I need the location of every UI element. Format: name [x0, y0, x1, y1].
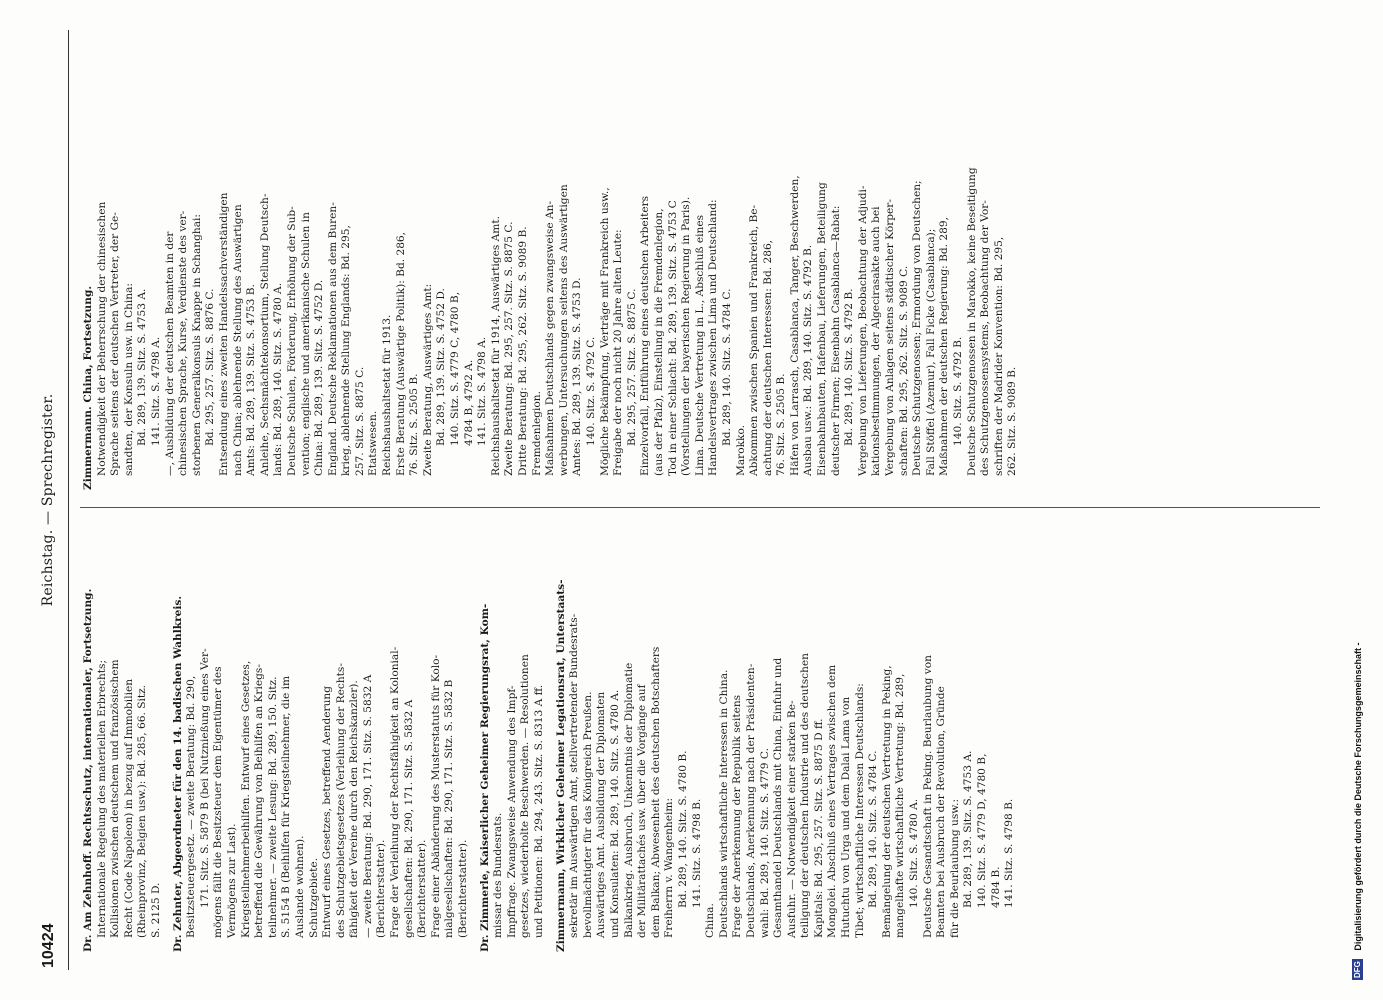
text-line: 140. Sitz. S. 4780 A. [908, 798, 921, 908]
text-line: (Berichterstatter). [416, 839, 429, 938]
text-line: Einzelvorfall, Entführung eines deutschen Arbeiters [639, 195, 652, 476]
text-line: Kapitals: Bd. 295, 257. Sitz. S. 8875 D ff. [812, 718, 825, 938]
text-line: fähigkeit der Vereine durch den Reichskanzler). [348, 680, 361, 938]
text-line: China. [704, 903, 717, 938]
text-line: 141. Sitz. S. 4798 B. [1003, 798, 1016, 908]
text-line: Bd. 289, 140. Sitz. S. 4784 C. [720, 288, 733, 446]
text-line: Auswärtiges Amt. Ausbildung der Diplomaten [595, 691, 608, 938]
page-title: Reichstag. — Sprechregister. [40, 393, 56, 607]
text-line: (Berichterstatter). [375, 839, 388, 938]
text-line: Handelsvertrages zwischen Lima und Deutschland: [707, 199, 720, 476]
text-line: 4784 B. [989, 866, 1002, 908]
text-line [547, 512, 555, 952]
text-line: Impffrage. Zwangsweise Anwendung des Impf- [505, 685, 518, 938]
text-line: Dritte Beratung: Bd. 295, 262. Sitz. S. 9089 B. [517, 226, 529, 476]
text-line: werbungen, Untersuchungen seitens des Auswärtigen [557, 184, 570, 476]
text-line: Erste Beratung (Auswärtige Politik): Bd. 286, [394, 231, 407, 476]
text-line: Fremdenlegion. [530, 391, 543, 476]
text-line: (Vorstellungen der bayerischen Regierung in Paris). [680, 196, 693, 476]
text-line: Bd. 289, 139. Sitz. S. 4753 A. [136, 288, 149, 446]
text-line: Bd. 289, 139. Sitz. S. 4753 A. [962, 750, 975, 908]
text-line: bevollmächtigter für das Königreich Preußen. [581, 691, 594, 938]
text-line: 140. Sitz. S. 4792 C. [584, 336, 597, 446]
text-line: sekretär im Auswärtigen Amt, stellvertretender Bundesrats- [568, 613, 581, 938]
text-line: Frage einer Abänderung des Musterstatuts für Kolo- [429, 654, 442, 938]
text-line: Entwurf eines Gesetzes, betreffend Aenderung [321, 685, 334, 938]
text-line: 141. Sitz. S. 4798 B. [690, 798, 703, 908]
text-line: für die Beurlaubung usw.: [948, 798, 961, 938]
text-line: lands: Bd. 289, 140. Sitz. S. 4780 A. [272, 282, 285, 476]
text-line: Zimmermann, Wirklicher Geheimer Legationsrat, Unterstaats- [554, 579, 567, 952]
text-line: 262. Sitz. S. 9089 B. [1006, 366, 1019, 476]
text-line: Mongolei. Abschluß eines Vertrages zwischen dem [826, 664, 839, 938]
text-line: Bd. 289, 140. Sitz. S. 4784 C. [867, 750, 880, 908]
text-line: — zweite Beratung: Bd. 290, 171. Sitz. S. 5832 A [361, 674, 374, 938]
text-line: chinesischen Sprache, Kurse, Verdienste des ver- [177, 210, 190, 476]
text-line: Zimmermann. China, Fortsetzung. [82, 285, 94, 490]
text-line: Etatswesen. [367, 410, 380, 476]
right-column [82, 50, 1020, 490]
text-line: China: Bd. 289, 139. Sitz. S. 4752 D. [313, 279, 326, 476]
text-line: Frage der Anerkennung der Republik seitens [731, 694, 744, 938]
text-line: England. Deutsche Reklamationen aus dem Buren- [326, 202, 339, 476]
text-line: Maßnahmen Deutschlands gegen zwangsweise An- [544, 200, 557, 476]
text-line: betreffend die Gewährung von Beihilfen an Kriegs- [253, 664, 266, 938]
text-line: 140. Sitz. S. 4792 B. [952, 336, 964, 446]
text-line: Bd. 289, 140. Sitz. S. 4792 B. [843, 288, 856, 446]
text-line: 257. Sitz. S. 8875 C. [353, 366, 366, 476]
text-line: Reichshaushaltsetat für 1913. [381, 314, 394, 476]
text-line: 141. Sitz. S. 4798 A. [476, 336, 489, 446]
text-line: Gesamthandel Deutschlands mit China, Einfuhr und [772, 657, 785, 938]
text-line: Ausfuhr. — Notwendigkeit einer starken Be- [785, 700, 798, 938]
text-line: (aus der Pfalz), Einstellung in die Fremdenlegion, [652, 208, 665, 476]
text-line: des Schutzgebietsgesetzes (Verleihung der Rechts- [334, 663, 347, 938]
text-line: Mögliche Bekämpfung, Verträge mit Frankreich usw., [598, 187, 611, 476]
text-line: gesetzes, wiederholte Beschwerden. — Resolutionen [519, 654, 532, 938]
text-line: (Berichterstatter). [457, 839, 470, 938]
text-line: Lima. Deutsche Vertretung in L., Abschluß eines [693, 214, 706, 476]
text-line: 140. Sitz. S. 4779 D, 4780 B, [976, 753, 988, 908]
text-line: des Schutzgenossensystems, Beobachtung der Vor- [979, 200, 992, 476]
text-line: Deutsche Gesandtschaft in Peking. Beurlaubung von [921, 655, 934, 938]
text-line: Abkommen zwischen Spanien und Frankreich, Be- [748, 204, 761, 476]
text-line: Tibet; wirtschaftliche Interessen Deutschlands: [853, 683, 866, 938]
page-number: 10424 [40, 923, 57, 968]
text-line: 171. Sitz. S. 5879 B (bei Nutznießung eines Ver- [198, 648, 211, 908]
text-line: mangelhafte wirtschaftliche Vertretung: Bd. 289, [894, 673, 907, 938]
text-line: schriften der Madrider Konvention: Bd. 295, [992, 236, 1005, 476]
text-line: Bd. 295, 257. Sitz. S. 8875 C. [625, 288, 638, 446]
text-line: Deutsche Schulen, Förderung, Erhöhung der Sub- [285, 206, 298, 476]
text-line: nialgesellschaften: Bd. 290, 171. Sitz. S. 5832 B [443, 679, 456, 938]
text-line: missar des Bundesrats. [492, 812, 505, 938]
text-line: Balkankrieg. Ausbruch, Unkenntnis der Diplomatie [622, 662, 635, 938]
footer-credit [1352, 10, 1368, 980]
text-line: Deutsche Schutzgenossen; Ermordung von Deutschen; [911, 180, 924, 476]
text-line: Bemängelung der deutschen Vertretung in Peking, [880, 665, 893, 938]
text-line: Dr. Zehnter, Abgeordneter für den 14. badischen Wahlkreis. [171, 595, 184, 952]
text-line: Dr. Zimmerle, Kaiserlicher Geheimer Regierungsrat, Kom- [478, 603, 491, 952]
text-line: Deutschlands, Anerkennung nach der Präsidenten- [744, 663, 757, 938]
text-line: Reichshaushaltsetat für 1914, Auswärtiges Amt. [489, 216, 502, 476]
text-line: Besitzsteuergesetz. — zweite Beratung: Bd. 290, [185, 675, 198, 938]
text-line: storbenen Generalkonsuls Knappe in Schanghai: [190, 214, 203, 476]
text-line: Deutsche Schutzgenossen in Marokko, keine Beseitigung [965, 167, 978, 476]
text-line: 141. Sitz. S. 4798 A. [149, 336, 162, 446]
text-line: gesellschaften: Bd. 290, 171. Sitz. S. 5832 A [402, 699, 415, 938]
text-line: 76. Sitz. S. 2505 B. [408, 373, 421, 476]
text-line: mögens fällt die Besitzsteuer dem Eigentümer des [212, 666, 225, 938]
text-line: kationsbestimmungen, der Algecirasakte auch bei [870, 206, 883, 476]
text-line: Zweite Beratung, Auswärtiges Amt: [421, 283, 434, 476]
text-line: deutscher Firmen; Eisenbahn Casablanca—Rabat: [829, 205, 842, 476]
text-line: Hutuchtu von Urga und dem Dalai Lama von [840, 696, 853, 938]
text-line: Amtes: Bd. 289, 139. Sitz. S. 4753 D. [571, 277, 584, 476]
text-line: 4784 B, 4792 A. [462, 359, 475, 446]
text-line: nach China; ablehnende Stellung des Auswärtigen [231, 204, 244, 476]
text-line: Bd. 289, 140. Sitz. S. 4780 B. [676, 750, 689, 908]
text-line: Anleihe, Sechsmächtekonsortium, Stellung Deutsch- [258, 193, 271, 476]
text-line: Entsendung eines zweiten Handelssachverständigen [217, 192, 230, 476]
text-line: Sprache seitens der deutschen Vertreter, der Ge- [109, 212, 122, 476]
text-line [164, 512, 172, 952]
text-line: Eisenbahnbauten, Hafenbau, Lieferungen, Beteiligung [816, 182, 829, 476]
text-line: dem Balkan; Abwesenheit des deutschen Botschafters [649, 646, 662, 938]
text-line: S. 5154 B (Beihilfen für Kriegsteilnehmer, die im [280, 675, 293, 938]
text-line: 140. Sitz. S. 4779 C, 4780 B, [449, 291, 462, 446]
text-line: Bd. 289, 139. Sitz. S. 4752 D. [435, 288, 448, 446]
header-rule [68, 30, 69, 970]
text-line: S. 2125 D. [149, 882, 162, 938]
text-line: und Petitionen: Bd. 294, 243. Sitz. S. 8313 A ff. [533, 684, 545, 938]
text-line: Kollisionen zwischen deutschem und französischem [109, 659, 122, 938]
text-line: 76. Sitz. S. 2505 B. [775, 373, 788, 476]
left-column [82, 512, 1017, 952]
text-line: Dr. Am Zehnhoff. Rechtsschutz, internationaler, Fortsetzung. [82, 588, 94, 952]
text-line: schaften: Bd. 295, 262. Sitz. S. 9089 C. [897, 265, 910, 476]
text-line: krieg, ablehnende Stellung Englands: Bd. 295, [340, 225, 353, 476]
text-line: Vermögens zur Last). [225, 823, 238, 938]
text-line: Frage der Verleihung der Rechtsfähigkeit an Kolonial- [389, 646, 402, 938]
text-line: Vergebung von Anlagen seitens städtischer Körper- [884, 199, 897, 476]
text-line: Zweite Beratung: Bd. 295, 257. Sitz. S. 8875 C. [503, 221, 516, 476]
text-line: Amts: Bd. 289, 139. Sitz. S. 4753 B. [245, 284, 258, 476]
text-line: Häfen von Larrasch, Casablanca, Tanger, Beschwerden, [788, 175, 801, 476]
text-line: Kriegsteilnehmerbeihilfen. Entwurf eines Gesetzes, [239, 660, 252, 938]
text-line: achtung der deutschen Interessen: Bd. 286, [761, 239, 774, 476]
footer-credit-text: Digitalisierung gefördert durch die Deutsche Forschungsgemeinschaft - [1353, 642, 1363, 951]
text-line [471, 512, 479, 952]
text-line: —, Ausbildung der deutschen Beamten in der [163, 231, 176, 476]
column-divider [80, 507, 1320, 508]
text-line: wahl: Bd. 289, 140. Sitz. S. 4779 C. [758, 748, 771, 938]
text-line: Notwendigkeit der Beherrschung der chinesischen [95, 201, 108, 476]
text-line: Auslande wohnen). [293, 835, 306, 938]
text-line: sandten, der Konsuln usw. in China: [122, 283, 135, 476]
text-line: der Militärattachés usw. über die Vorgänge auf [636, 684, 649, 938]
text-line: Freiherrn v. Wangenheim: [663, 797, 676, 938]
text-line: Ausbau usw.: Bd. 289, 140. Sitz. S. 4792 B. [802, 244, 815, 476]
text-line: Fall Stöffel (Azemur), Fall Ficke (Casablanca); [924, 228, 937, 476]
text-line: (Rheinprovinz, Belgien usw.): Bd. 285, 66. Sitz. [136, 684, 149, 938]
text-line: teiligung der deutschen Industrie und des deutschen [799, 653, 812, 938]
text-line: Marokko. [734, 424, 747, 476]
text-line: Deutschlands wirtschaftliche Interessen in China. [717, 669, 730, 938]
text-line: teilnehmer. — zweite Lesung: Bd. 289, 150. Sitz. [266, 676, 279, 938]
text-line: vention; englische und amerikanische Schulen in [299, 212, 312, 476]
text-line: Maßnahmen der deutschen Regierung: Bd. 289, [938, 217, 951, 476]
text-line: Freigabe der noch nicht 20 Jahre alten Leute: [612, 229, 625, 476]
text-line: Vergebung von Lieferungen, Beobachtung der Adjudi- [856, 185, 869, 476]
text-line: und Konsulaten: Bd. 289, 140. Sitz. S. 4780 A. [608, 689, 621, 938]
text-line: Tod in einer Schlacht: Bd. 289, 139. Sitz. S. 4753 C [666, 200, 679, 476]
text-line: Internationale Regelung des materiellen Erbrechts; [95, 659, 108, 938]
text-line: Beamten bei Ausbruch der Revolution, Gründe [935, 686, 948, 938]
dfg-logo: DFG [1353, 961, 1362, 978]
text-line: Bd. 295, 257. Sitz. S. 8876 C. [204, 288, 217, 446]
text-line: Recht (Code Napoleon) in bezug auf Immobilien [122, 678, 135, 938]
text-line: Schutzgebiete. [307, 857, 320, 938]
